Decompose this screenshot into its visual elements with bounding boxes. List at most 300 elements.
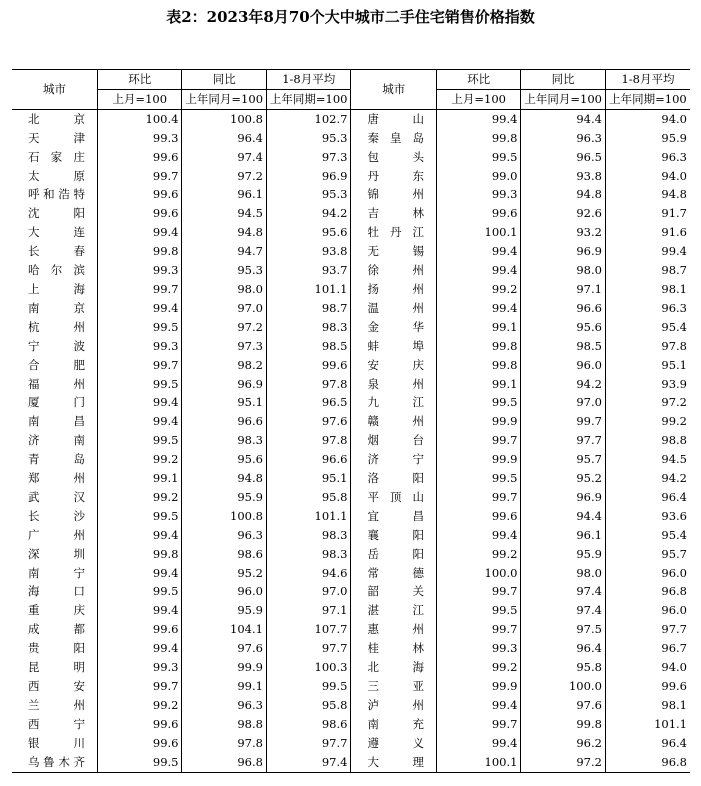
city-cell-left: 郑州	[28, 471, 85, 486]
city-header-right: 城市	[351, 70, 437, 110]
avg-cell-left: 99.5	[266, 677, 350, 696]
city-cell-right: 温州	[351, 299, 437, 318]
city-cell-right: 秦皇岛	[351, 129, 437, 148]
mom-cell-right: 99.6	[436, 507, 520, 526]
yoy-cell-right: 96.9	[521, 488, 605, 507]
yoy-cell-right: 93.8	[521, 167, 605, 186]
mom-cell-right: 99.7	[436, 582, 520, 601]
mom-cell-left: 99.4	[98, 639, 182, 658]
avg-cell-left: 98.3	[266, 545, 350, 564]
yoy-cell-left: 98.2	[182, 356, 266, 375]
mom-cell-right: 99.8	[436, 337, 520, 356]
city-cell-left: 青岛	[28, 452, 85, 467]
city-cell-right: 韶关	[351, 582, 437, 601]
table-row	[12, 204, 690, 223]
avg-cell-left: 94.6	[266, 564, 350, 583]
avg-cell-left: 97.8	[266, 431, 350, 450]
yoy-cell-right: 96.4	[521, 639, 605, 658]
yoy-base-left: 上年同月=100	[182, 89, 266, 109]
avg-cell-right: 94.0	[605, 109, 690, 128]
avg-cell-left: 95.3	[266, 129, 350, 148]
mom-cell-right: 100.1	[436, 223, 520, 242]
city-cell-left: 宁波	[28, 338, 85, 353]
table-row	[12, 753, 690, 772]
city-cell-right: 安庆	[351, 356, 437, 375]
avg-cell-left: 98.6	[266, 715, 350, 734]
yoy-cell-left: 98.3	[182, 431, 266, 450]
mom-cell-left: 99.5	[98, 753, 182, 772]
avg-header-left: 1-8月平均	[266, 70, 350, 90]
city-cell-right: 丹东	[351, 167, 437, 186]
city-cell-right: 金华	[351, 318, 437, 337]
table-row	[12, 375, 690, 394]
city-cell-right: 扬州	[351, 280, 437, 299]
mom-cell-right: 100.0	[436, 564, 520, 583]
yoy-cell-left: 97.0	[182, 299, 266, 318]
yoy-cell-right: 97.0	[521, 393, 605, 412]
yoy-cell-right: 99.7	[521, 412, 605, 431]
yoy-cell-left: 96.3	[182, 696, 266, 715]
city-cell-right: 常德	[351, 564, 437, 583]
avg-cell-left: 95.1	[266, 469, 350, 488]
city-cell-left: 广州	[28, 527, 85, 542]
yoy-cell-right: 99.8	[521, 715, 605, 734]
city-cell-left: 兰州	[28, 697, 85, 712]
mom-cell-right: 99.5	[436, 469, 520, 488]
yoy-cell-right: 94.2	[521, 375, 605, 394]
table-row	[12, 337, 690, 356]
avg-cell-left: 98.3	[266, 526, 350, 545]
mom-cell-left: 99.5	[98, 375, 182, 394]
mom-cell-left: 99.4	[98, 526, 182, 545]
avg-cell-left: 102.7	[266, 109, 350, 128]
table-row	[12, 431, 690, 450]
avg-cell-left: 101.1	[266, 507, 350, 526]
city-cell-left: 沈阳	[28, 206, 85, 221]
table-body	[12, 109, 690, 772]
mom-cell-left: 99.4	[98, 223, 182, 242]
avg-base-left: 上年同期=100	[266, 89, 350, 109]
avg-cell-right: 94.8	[605, 185, 690, 204]
city-cell-right: 大理	[351, 753, 437, 772]
avg-cell-right: 98.1	[605, 696, 690, 715]
mom-cell-left: 99.6	[98, 204, 182, 223]
table-row	[12, 526, 690, 545]
avg-cell-right: 91.6	[605, 223, 690, 242]
yoy-base-right: 上年同月=100	[521, 89, 605, 109]
yoy-cell-right: 94.4	[521, 507, 605, 526]
avg-cell-right: 95.4	[605, 318, 690, 337]
mom-cell-left: 99.4	[98, 601, 182, 620]
table-row	[12, 658, 690, 677]
avg-cell-left: 97.6	[266, 412, 350, 431]
avg-cell-left: 98.3	[266, 318, 350, 337]
avg-cell-left: 97.7	[266, 639, 350, 658]
city-cell-left: 昆明	[28, 660, 85, 675]
table-row	[12, 545, 690, 564]
yoy-cell-right: 93.2	[521, 223, 605, 242]
mom-cell-left: 99.7	[98, 677, 182, 696]
yoy-cell-right: 97.4	[521, 601, 605, 620]
city-cell-right: 襄阳	[351, 526, 437, 545]
table-row	[12, 715, 690, 734]
table-row	[12, 488, 690, 507]
yoy-cell-left: 97.2	[182, 318, 266, 337]
mom-cell-left: 99.4	[98, 393, 182, 412]
yoy-cell-right: 96.5	[521, 148, 605, 167]
mom-base-left: 上月=100	[98, 89, 182, 109]
mom-cell-left: 99.4	[98, 564, 182, 583]
city-cell-left: 哈尔滨	[28, 263, 85, 278]
yoy-cell-left: 96.0	[182, 582, 266, 601]
mom-cell-right: 99.2	[436, 545, 520, 564]
city-cell-left: 天津	[28, 130, 85, 145]
table-row	[12, 601, 690, 620]
city-cell-right: 北海	[351, 658, 437, 677]
table-row	[12, 639, 690, 658]
yoy-cell-right: 94.8	[521, 185, 605, 204]
yoy-cell-left: 96.8	[182, 753, 266, 772]
yoy-cell-left: 97.8	[182, 734, 266, 753]
mom-cell-left: 99.6	[98, 715, 182, 734]
avg-cell-left: 98.7	[266, 299, 350, 318]
mom-cell-right: 99.4	[436, 109, 520, 128]
avg-cell-left: 96.6	[266, 450, 350, 469]
yoy-cell-right: 95.6	[521, 318, 605, 337]
table-row	[12, 582, 690, 601]
city-cell-right: 桂林	[351, 639, 437, 658]
avg-cell-right: 96.7	[605, 639, 690, 658]
mom-cell-right: 99.3	[436, 639, 520, 658]
mom-cell-right: 99.5	[436, 601, 520, 620]
city-cell-right: 宜昌	[351, 507, 437, 526]
avg-cell-left: 93.7	[266, 261, 350, 280]
mom-cell-right: 99.4	[436, 734, 520, 753]
yoy-cell-right: 95.7	[521, 450, 605, 469]
city-cell-left: 西安	[28, 679, 85, 693]
city-cell-left: 福州	[28, 376, 85, 391]
city-cell-right: 九江	[351, 393, 437, 412]
yoy-cell-right: 92.6	[521, 204, 605, 223]
city-cell-left: 西宁	[28, 716, 85, 731]
city-cell-right: 赣州	[351, 412, 437, 431]
mom-cell-right: 99.7	[436, 431, 520, 450]
avg-cell-left: 94.2	[266, 204, 350, 223]
avg-cell-left: 96.5	[266, 393, 350, 412]
avg-cell-right: 98.8	[605, 431, 690, 450]
city-cell-right: 三亚	[351, 677, 437, 696]
city-cell-right: 湛江	[351, 601, 437, 620]
yoy-cell-right: 98.0	[521, 564, 605, 583]
mom-cell-right: 99.4	[436, 696, 520, 715]
yoy-header-left: 同比	[182, 70, 266, 90]
yoy-cell-right: 97.6	[521, 696, 605, 715]
city-cell-right: 洛阳	[351, 469, 437, 488]
mom-cell-right: 99.9	[436, 412, 520, 431]
yoy-cell-right: 97.2	[521, 753, 605, 772]
avg-header-right: 1-8月平均	[605, 70, 690, 90]
yoy-cell-left: 97.2	[182, 167, 266, 186]
table-row	[12, 450, 690, 469]
mom-cell-right: 99.1	[436, 375, 520, 394]
yoy-cell-left: 94.8	[182, 223, 266, 242]
yoy-cell-left: 95.1	[182, 393, 266, 412]
mom-cell-right: 99.7	[436, 620, 520, 639]
table-row	[12, 242, 690, 261]
mom-cell-right: 99.7	[436, 488, 520, 507]
avg-cell-right: 93.6	[605, 507, 690, 526]
yoy-cell-right: 96.1	[521, 526, 605, 545]
mom-cell-right: 100.1	[436, 753, 520, 772]
avg-cell-right: 96.3	[605, 299, 690, 318]
avg-cell-right: 97.8	[605, 337, 690, 356]
page-title: 表2：2023年8月70个大中城市二手住宅销售价格指数	[166, 8, 535, 26]
avg-cell-right: 99.6	[605, 677, 690, 696]
mom-cell-left: 99.8	[98, 242, 182, 261]
city-cell-left: 武汉	[28, 489, 85, 504]
table-row	[12, 223, 690, 242]
mom-cell-left: 99.8	[98, 545, 182, 564]
city-cell-right: 泸州	[351, 696, 437, 715]
city-cell-left: 杭州	[28, 319, 85, 334]
avg-cell-right: 96.8	[605, 753, 690, 772]
avg-cell-right: 98.1	[605, 280, 690, 299]
yoy-cell-left: 98.8	[182, 715, 266, 734]
yoy-cell-left: 99.1	[182, 677, 266, 696]
city-cell-left: 石家庄	[28, 149, 85, 164]
yoy-cell-left: 96.6	[182, 412, 266, 431]
avg-cell-right: 96.0	[605, 564, 690, 583]
mom-cell-right: 99.9	[436, 450, 520, 469]
yoy-header-right: 同比	[521, 70, 605, 90]
mom-cell-left: 99.6	[98, 620, 182, 639]
mom-cell-right: 99.8	[436, 129, 520, 148]
avg-cell-right: 95.1	[605, 356, 690, 375]
avg-cell-left: 97.8	[266, 375, 350, 394]
city-cell-left: 重庆	[28, 603, 85, 618]
city-cell-right: 牡丹江	[351, 223, 437, 242]
city-cell-left: 乌鲁木齐	[12, 753, 98, 772]
table-row	[12, 412, 690, 431]
avg-cell-left: 97.7	[266, 734, 350, 753]
mom-cell-right: 99.6	[436, 204, 520, 223]
yoy-cell-right: 95.2	[521, 469, 605, 488]
yoy-cell-right: 98.0	[521, 261, 605, 280]
mom-cell-left: 99.6	[98, 185, 182, 204]
yoy-cell-left: 94.7	[182, 242, 266, 261]
table-row	[12, 507, 690, 526]
avg-cell-left: 97.4	[266, 753, 350, 772]
yoy-cell-left: 97.6	[182, 639, 266, 658]
table-row	[12, 677, 690, 696]
city-cell-left: 呼和浩特	[28, 187, 85, 202]
city-cell-right: 泉州	[351, 375, 437, 394]
avg-cell-right: 96.4	[605, 734, 690, 753]
yoy-cell-right: 95.9	[521, 545, 605, 564]
table-row	[12, 167, 690, 186]
yoy-cell-left: 97.4	[182, 148, 266, 167]
avg-cell-right: 94.5	[605, 450, 690, 469]
avg-base-right: 上年同期=100	[605, 89, 690, 109]
city-cell-right: 徐州	[351, 261, 437, 280]
mom-cell-left: 99.6	[98, 148, 182, 167]
mom-cell-left: 99.7	[98, 356, 182, 375]
yoy-cell-right: 97.5	[521, 620, 605, 639]
table-row	[12, 109, 690, 128]
yoy-cell-right: 100.0	[521, 677, 605, 696]
city-cell-right: 南充	[351, 715, 437, 734]
avg-cell-right: 95.9	[605, 129, 690, 148]
yoy-cell-left: 98.6	[182, 545, 266, 564]
city-cell-left: 成都	[28, 622, 85, 637]
yoy-cell-right: 96.0	[521, 356, 605, 375]
yoy-cell-left: 96.1	[182, 185, 266, 204]
city-cell-right: 烟台	[351, 431, 437, 450]
table-row	[12, 356, 690, 375]
mom-cell-right: 99.3	[436, 185, 520, 204]
mom-cell-left: 99.4	[98, 412, 182, 431]
yoy-cell-left: 96.3	[182, 526, 266, 545]
yoy-cell-left: 97.3	[182, 337, 266, 356]
city-cell-left: 厦门	[28, 395, 85, 410]
city-cell-right: 吉林	[351, 204, 437, 223]
city-cell-left: 济南	[28, 433, 85, 448]
city-cell-left: 大连	[28, 225, 85, 240]
yoy-cell-right: 95.8	[521, 658, 605, 677]
avg-cell-right: 96.8	[605, 582, 690, 601]
table-row	[12, 393, 690, 412]
mom-cell-right: 99.7	[436, 715, 520, 734]
mom-cell-right: 99.4	[436, 299, 520, 318]
price-index-table	[12, 69, 690, 773]
avg-cell-left: 93.8	[266, 242, 350, 261]
mom-cell-right: 99.2	[436, 280, 520, 299]
mom-cell-left: 99.4	[98, 299, 182, 318]
table-row	[12, 734, 690, 753]
city-cell-right: 济宁	[351, 450, 437, 469]
yoy-cell-right: 98.5	[521, 337, 605, 356]
mom-cell-left: 99.7	[98, 280, 182, 299]
city-cell-right: 惠州	[351, 620, 437, 639]
mom-cell-left: 99.2	[98, 488, 182, 507]
yoy-cell-right: 96.6	[521, 299, 605, 318]
yoy-cell-left: 104.1	[182, 620, 266, 639]
avg-cell-left: 95.3	[266, 185, 350, 204]
mom-cell-left: 99.1	[98, 469, 182, 488]
city-cell-left: 深圳	[28, 546, 85, 561]
avg-cell-right: 95.7	[605, 545, 690, 564]
avg-cell-left: 100.3	[266, 658, 350, 677]
yoy-cell-right: 96.2	[521, 734, 605, 753]
city-cell-right: 唐山	[351, 109, 437, 128]
avg-cell-left: 99.6	[266, 356, 350, 375]
table-row	[12, 280, 690, 299]
avg-cell-right: 94.2	[605, 469, 690, 488]
city-cell-right: 蚌埠	[351, 337, 437, 356]
yoy-cell-left: 95.9	[182, 488, 266, 507]
mom-cell-left: 99.2	[98, 450, 182, 469]
mom-cell-right: 99.9	[436, 677, 520, 696]
mom-cell-left: 100.4	[98, 109, 182, 128]
table-row	[12, 261, 690, 280]
city-cell-right: 包头	[351, 148, 437, 167]
avg-cell-right: 96.4	[605, 488, 690, 507]
mom-cell-right: 99.5	[436, 393, 520, 412]
yoy-cell-left: 98.0	[182, 280, 266, 299]
avg-cell-left: 98.5	[266, 337, 350, 356]
yoy-cell-right: 97.1	[521, 280, 605, 299]
yoy-cell-right: 94.4	[521, 109, 605, 128]
avg-cell-left: 97.3	[266, 148, 350, 167]
yoy-cell-left: 96.9	[182, 375, 266, 394]
city-cell-right: 无锡	[351, 242, 437, 261]
mom-cell-right: 99.1	[436, 318, 520, 337]
yoy-cell-left: 100.8	[182, 109, 266, 128]
city-cell-right: 平顶山	[351, 488, 437, 507]
yoy-cell-left: 94.5	[182, 204, 266, 223]
avg-cell-left: 95.8	[266, 696, 350, 715]
avg-cell-left: 97.1	[266, 601, 350, 620]
city-cell-left: 北京	[28, 111, 85, 126]
avg-cell-right: 98.7	[605, 261, 690, 280]
yoy-cell-right: 97.4	[521, 582, 605, 601]
mom-cell-left: 99.5	[98, 582, 182, 601]
city-header-left: 城市	[12, 70, 98, 110]
avg-cell-left: 95.8	[266, 488, 350, 507]
mom-cell-left: 99.3	[98, 261, 182, 280]
avg-cell-right: 94.0	[605, 167, 690, 186]
city-cell-left: 银川	[28, 735, 85, 750]
mom-cell-right: 99.0	[436, 167, 520, 186]
avg-cell-left: 97.0	[266, 582, 350, 601]
yoy-cell-left: 95.9	[182, 601, 266, 620]
avg-cell-right: 97.2	[605, 393, 690, 412]
mom-cell-right: 99.4	[436, 261, 520, 280]
avg-cell-left: 101.1	[266, 280, 350, 299]
avg-cell-left: 95.6	[266, 223, 350, 242]
city-cell-left: 太原	[28, 168, 85, 183]
yoy-cell-left: 100.8	[182, 507, 266, 526]
avg-cell-left: 107.7	[266, 620, 350, 639]
mom-cell-left: 99.2	[98, 696, 182, 715]
mom-cell-left: 99.7	[98, 167, 182, 186]
city-cell-left: 海口	[28, 584, 85, 599]
mom-cell-left: 99.3	[98, 129, 182, 148]
table-row	[12, 185, 690, 204]
city-cell-right: 岳阳	[351, 545, 437, 564]
yoy-cell-right: 96.9	[521, 242, 605, 261]
table-row	[12, 620, 690, 639]
city-cell-left: 南宁	[28, 565, 85, 580]
avg-cell-right: 97.7	[605, 620, 690, 639]
avg-cell-right: 99.2	[605, 412, 690, 431]
table-row	[12, 564, 690, 583]
mom-cell-right: 99.2	[436, 658, 520, 677]
yoy-cell-left: 95.6	[182, 450, 266, 469]
mom-cell-left: 99.5	[98, 318, 182, 337]
city-cell-left: 南昌	[28, 414, 85, 429]
mom-header-right: 环比	[436, 70, 520, 90]
mom-cell-right: 99.5	[436, 148, 520, 167]
yoy-cell-left: 96.4	[182, 129, 266, 148]
mom-header-left: 环比	[98, 70, 182, 90]
yoy-cell-left: 95.2	[182, 564, 266, 583]
city-cell-right: 遵义	[351, 734, 437, 753]
avg-cell-right: 91.7	[605, 204, 690, 223]
mom-cell-left: 99.3	[98, 658, 182, 677]
mom-cell-right: 99.4	[436, 526, 520, 545]
table-row	[12, 129, 690, 148]
